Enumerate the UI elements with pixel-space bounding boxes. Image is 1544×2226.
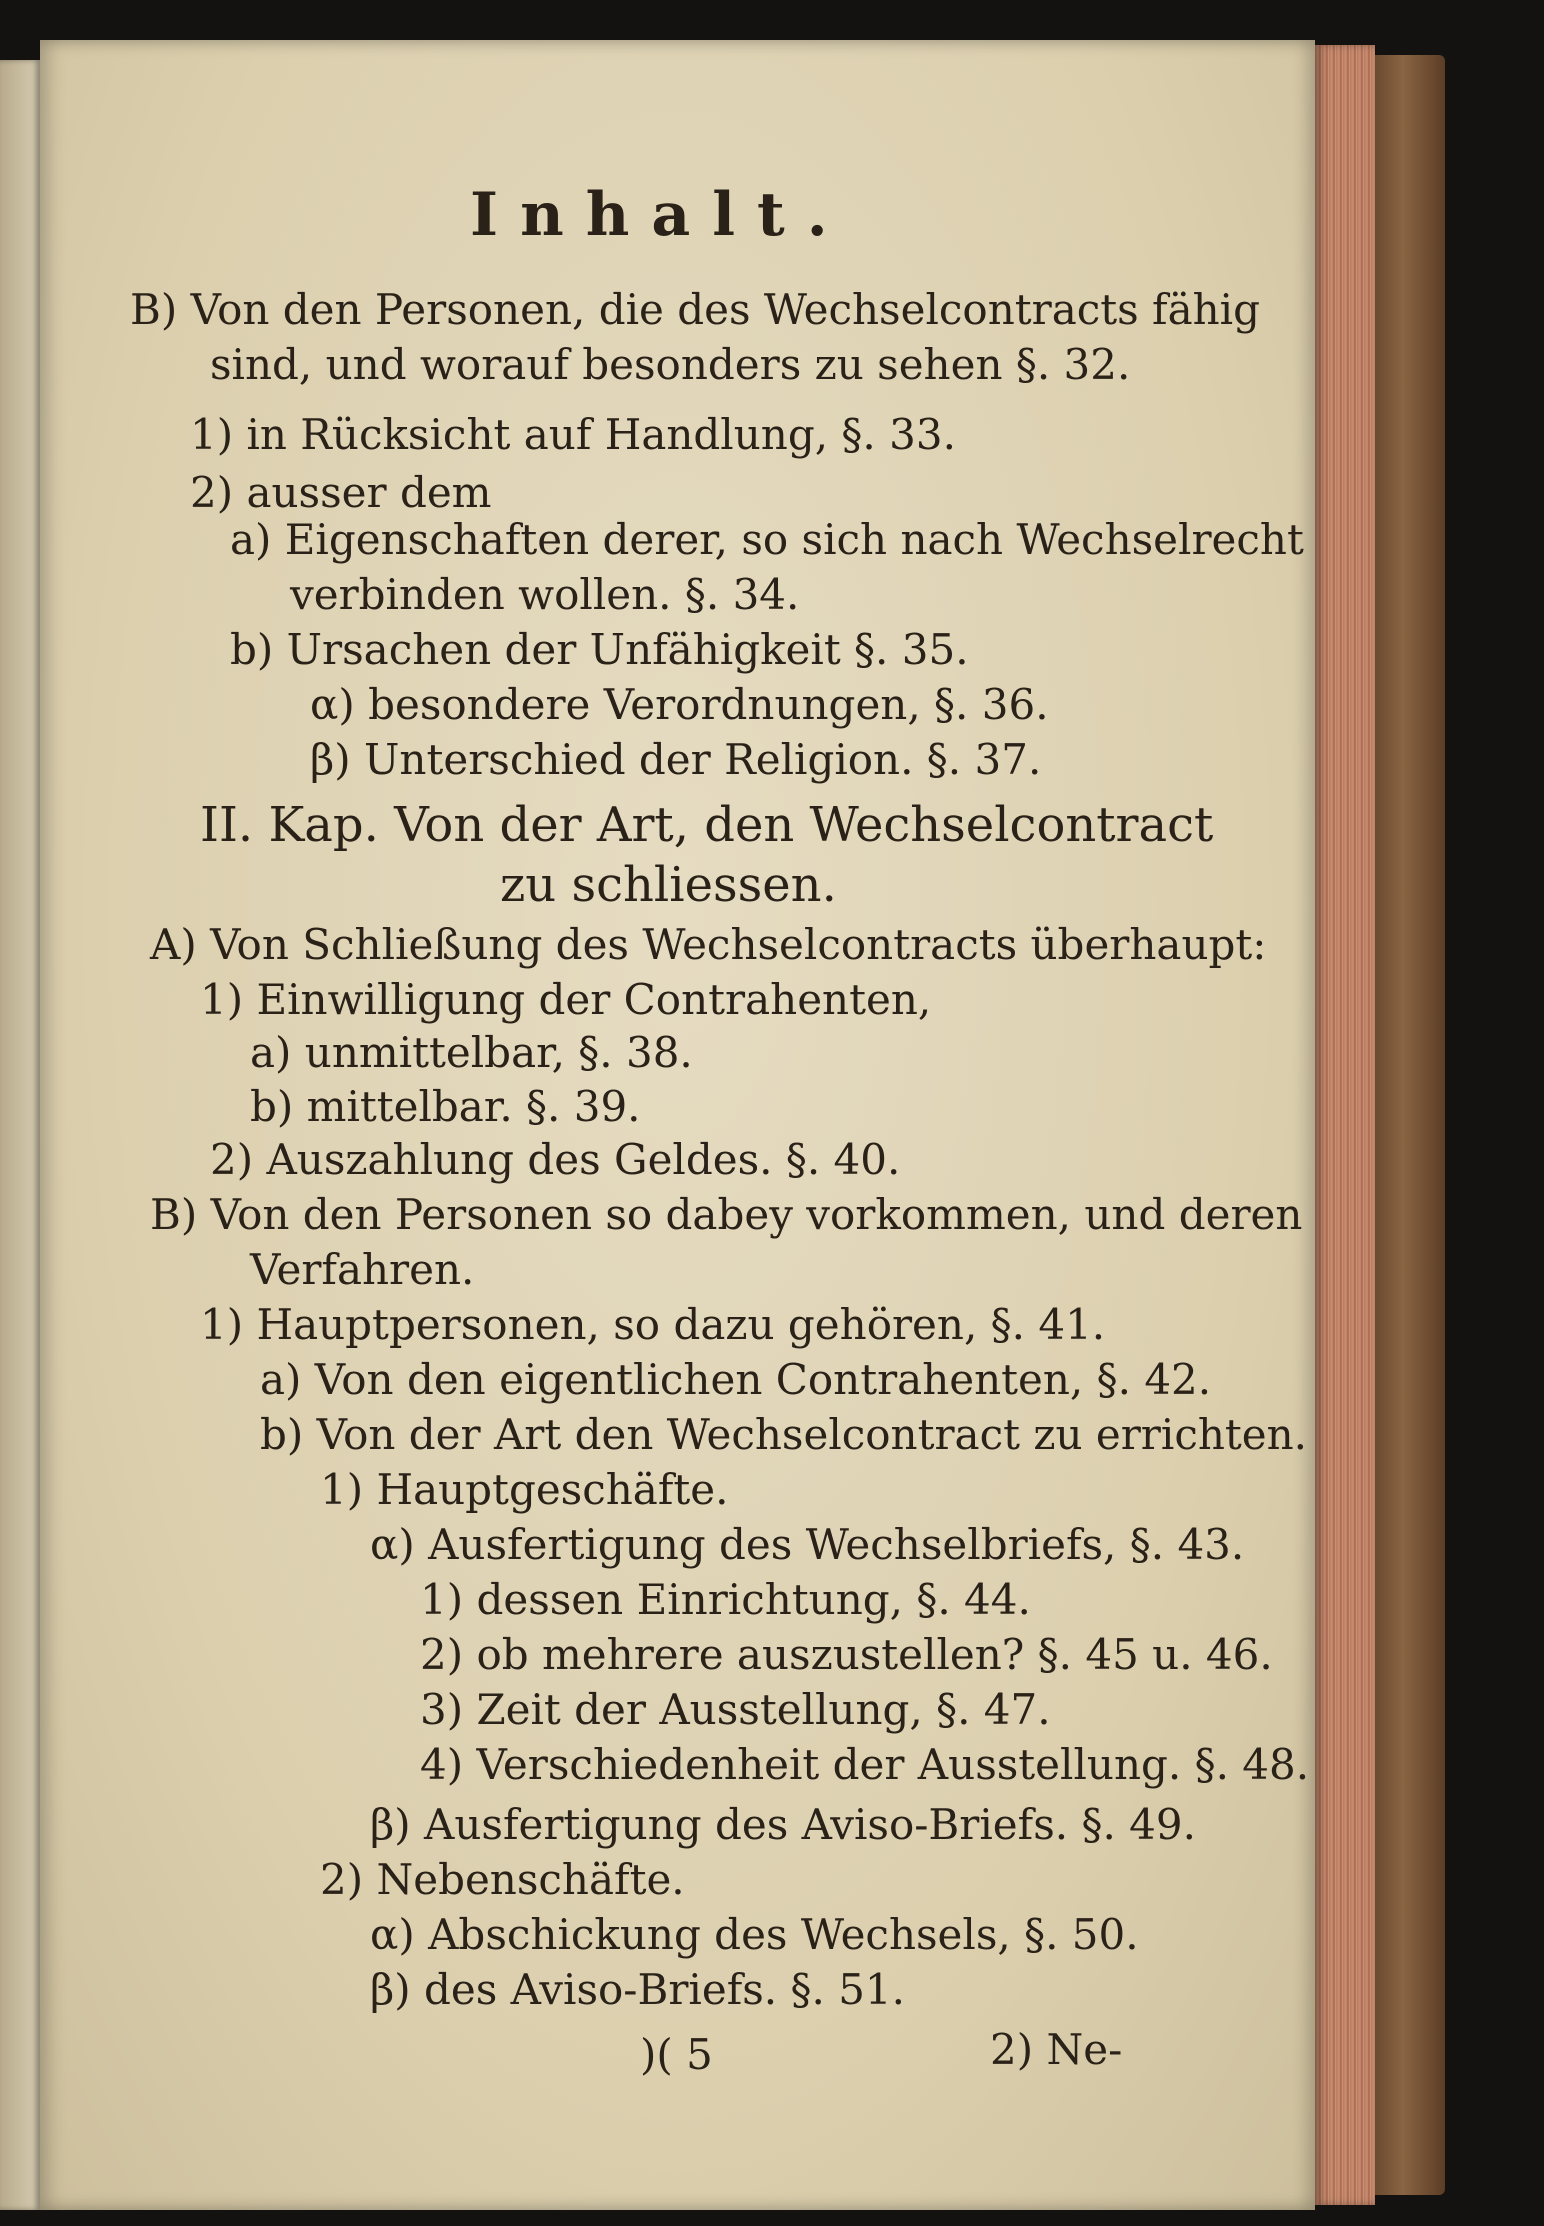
- toc-line: 2) ausser dem: [190, 468, 492, 517]
- toc-line: verbinden wollen. §. 34.: [290, 570, 800, 619]
- toc-line: 1) Hauptpersonen, so dazu gehören, §. 41.: [200, 1300, 1106, 1349]
- toc-line: Verfahren.: [250, 1245, 475, 1294]
- toc-line: β) Unterschied der Religion. §. 37.: [310, 735, 1042, 784]
- toc-line: 1) in Rücksicht auf Handlung, §. 33.: [190, 410, 956, 459]
- toc-line: a) Von den eigentlichen Contrahenten, §. 42.: [260, 1355, 1212, 1404]
- page-content: [40, 40, 1315, 2210]
- toc-line: A) Von Schließung des Wechselcontracts überhaupt:: [150, 920, 1267, 969]
- toc-line: 1) Einwilligung der Contrahenten,: [200, 975, 932, 1024]
- toc-line: B) Von den Personen, die des Wechselcontracts fähig: [130, 285, 1261, 334]
- toc-line: b) mittelbar. §. 39.: [250, 1082, 641, 1131]
- toc-line: β) des Aviso-Briefs. §. 51.: [370, 1965, 906, 2014]
- toc-line: B) Von den Personen so dabey vorkommen, und deren: [150, 1190, 1303, 1239]
- chapter-heading: II. Kap. Von der Art, den Wechselcontract: [200, 797, 1214, 853]
- toc-line: β) Ausfertigung des Aviso-Briefs. §. 49.: [370, 1800, 1196, 1849]
- toc-line: 4) Verschiedenheit der Ausstellung. §. 48.: [420, 1740, 1310, 1789]
- toc-line: a) Eigenschaften derer, so sich nach Wechselrecht: [230, 515, 1304, 564]
- toc-line: α) Abschickung des Wechsels, §. 50.: [370, 1910, 1139, 1959]
- signature-mark: )( 5: [640, 2030, 713, 2079]
- toc-line: α) besondere Verordnungen, §. 36.: [310, 680, 1049, 729]
- toc-line: 2) ob mehrere auszustellen? §. 45 u. 46.: [420, 1630, 1273, 1679]
- chapter-heading: zu schliessen.: [500, 857, 837, 913]
- toc-line: 2) Nebenschäfte.: [320, 1855, 685, 1904]
- toc-line: 1) dessen Einrichtung, §. 44.: [420, 1575, 1031, 1624]
- toc-line: 2) Auszahlung des Geldes. §. 40.: [210, 1135, 901, 1184]
- book: [0, 40, 1460, 2210]
- page-edges: [1315, 45, 1375, 2205]
- catchword: 2) Ne-: [990, 2025, 1123, 2074]
- toc-line: b) Ursachen der Unfähigkeit §. 35.: [230, 625, 969, 674]
- toc-line: a) unmittelbar, §. 38.: [250, 1028, 693, 1077]
- facing-page-edge: [0, 60, 40, 2210]
- page-title: Inhalt.: [470, 180, 850, 250]
- book-cover: [1375, 55, 1445, 2195]
- toc-line: b) Von der Art den Wechselcontract zu errichten.: [260, 1410, 1308, 1459]
- toc-line: 3) Zeit der Ausstellung, §. 47.: [420, 1685, 1051, 1734]
- toc-line: sind, und worauf besonders zu sehen §. 32.: [210, 340, 1131, 389]
- toc-line: α) Ausfertigung des Wechselbriefs, §. 43.: [370, 1520, 1245, 1569]
- toc-line: 1) Hauptgeschäfte.: [320, 1465, 729, 1514]
